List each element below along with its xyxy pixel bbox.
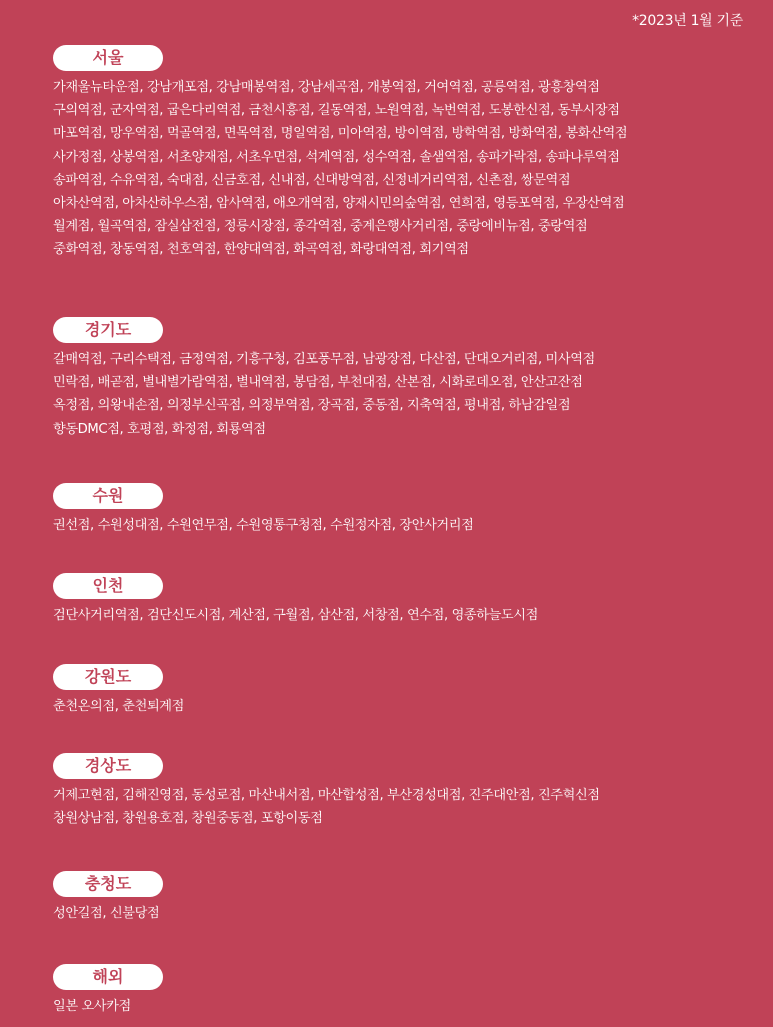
store-line: 권선점, 수원성대점, 수원연무점, 수원영통구청점, 수원정자점, 장안사거리점 [53, 518, 474, 533]
store-line: 아차산역점, 아차산하우스점, 암사역점, 애오개역점, 양재시민의숲역점, 연희점, 영등포역점, 우장산역점 [53, 196, 625, 212]
region-gangwon [53, 664, 723, 718]
store-line: 민락점, 배곧점, 별내별가람역점, 별내역점, 봉담점, 부천대점, 산본점, 시화로데오점, 안산고잔점 [53, 375, 583, 391]
store-line: 검단사거리역점, 검단신도시점, 계산점, 구월점, 삼산점, 서창점, 연수점, 영종하늘도시점 [53, 608, 538, 623]
region-label: 충청도 [53, 871, 163, 897]
region-label: 해외 [53, 964, 163, 990]
store-line: 가재울뉴타운점, 강남개포점, 강남매봉역점, 강남세곡점, 개봉역점, 거여역점, 공릉역점, 광흥창역점 [53, 80, 600, 95]
store-line: 일본 오사카점 [53, 999, 131, 1014]
region-overseas [53, 964, 723, 1018]
store-list [53, 995, 723, 1018]
region-gyeongsang [53, 753, 723, 830]
store-list [53, 348, 723, 441]
store-list [53, 604, 723, 627]
region-label: 인천 [53, 573, 163, 599]
store-list [53, 695, 723, 718]
region-seoul [53, 45, 723, 262]
region-label: 서울 [53, 45, 163, 71]
region-label: 경기도 [53, 317, 163, 343]
store-line: 향동DMC점, 호평점, 화정점, 회룡역점 [53, 421, 266, 437]
store-line: 갈매역점, 구리수택점, 금정역점, 기흥구청, 김포풍무점, 남광장점, 다산점, 단대오거리점, 미사역점 [53, 352, 595, 367]
store-line: 옥정점, 의왕내손점, 의정부신곡점, 의정부역점, 장곡점, 중동점, 지축역점, 평내점, 하남감일점 [53, 398, 571, 414]
store-line: 송파역점, 수유역점, 숙대점, 신금호점, 신내점, 신대방역점, 신정네거리역점, 신촌점, 쌍문역점 [53, 172, 571, 188]
region-chungcheong [53, 871, 723, 925]
store-line: 구의역점, 군자역점, 굽은다리역점, 금천시흥점, 길동역점, 노원역점, 녹번역점, 도봉한신점, 동부시장점 [53, 103, 620, 119]
date-note: *2023년 1월 기준 [632, 13, 743, 29]
region-label: 강원도 [53, 664, 163, 690]
store-list [53, 784, 723, 830]
region-label: 수원 [53, 483, 163, 509]
store-list [53, 902, 723, 925]
store-line: 거제고현점, 김해진영점, 동성로점, 마산내서점, 마산합성점, 부산경성대점, 진주대안점, 진주혁신점 [53, 788, 600, 803]
store-line: 사가정점, 상봉역점, 서초양재점, 서초우면점, 석계역점, 성수역점, 솔샘역점, 송파가락점, 송파나루역점 [53, 149, 620, 165]
store-list [53, 76, 723, 262]
store-line: 마포역점, 망우역점, 먹골역점, 면목역점, 명일역점, 미아역점, 방이역점, 방학역점, 방화역점, 봉화산역점 [53, 126, 628, 142]
store-list [53, 514, 723, 537]
region-incheon [53, 573, 723, 627]
region-suwon [53, 483, 723, 537]
store-line: 성안길점, 신불당점 [53, 906, 160, 921]
store-line: 창원상남점, 창원용호점, 창원중동점, 포항이동점 [53, 811, 323, 827]
store-line: 춘천온의점, 춘천퇴계점 [53, 699, 184, 714]
store-line: 월계점, 월곡역점, 잠실삼전점, 정릉시장점, 종각역점, 중계은행사거리점, 중랑에비뉴점, 중랑역점 [53, 219, 588, 235]
store-line: 중화역점, 창동역점, 천호역점, 한양대역점, 화곡역점, 화랑대역점, 회기역점 [53, 242, 469, 258]
region-gyeonggi [53, 317, 723, 441]
region-label: 경상도 [53, 753, 163, 779]
